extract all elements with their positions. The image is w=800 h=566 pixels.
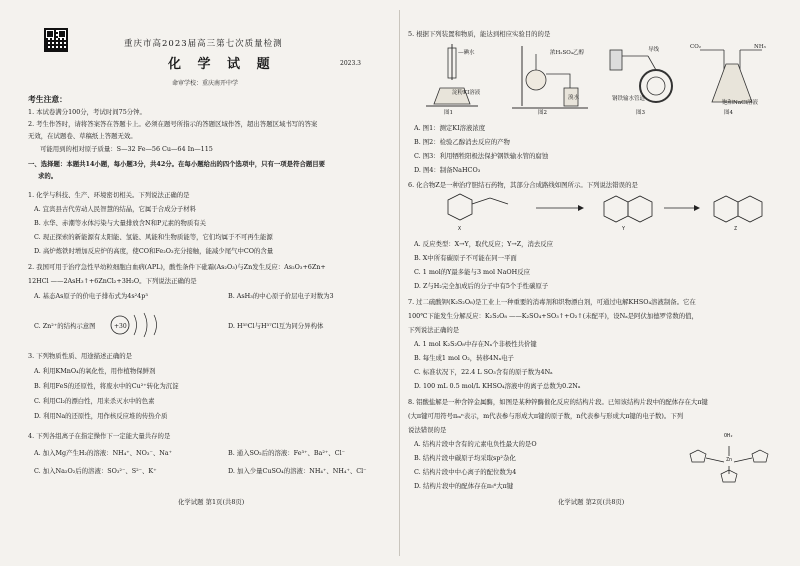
zn-ion-diagram: [108, 310, 168, 340]
synthesis-route-diagram: [428, 192, 768, 236]
question-4: 4. 下列各组离子在指定操作下一定能大量共存的是: [28, 432, 171, 440]
notes-heading: 考生注意：: [28, 95, 67, 104]
option-line: C. 利用Cl₂的漂白性，用来杀灭水中的色素: [34, 397, 155, 405]
question-8: 8. 铝酸盐解是一种含锌金属酶，如图是某种锌酶催化反应的结构片段。已知该结构片段中的配体存在大π键: [408, 398, 708, 406]
paper-title: 化 学 试 题: [168, 57, 276, 72]
option-line: C. 图3：利用牺牲阳极法保护钢铁输水管的腐蚀: [414, 152, 549, 160]
option-line: C. Zn²⁺的结构示意图: [34, 322, 96, 330]
note-line: 可能用到的相对原子质量：S—32 Fe—56 Cu—64 In—115: [40, 145, 213, 153]
option-line: B. X中所有碳原子不可能在同一平面: [414, 254, 517, 262]
fig4-caption: 图4: [724, 110, 733, 116]
school-header: 重庆市高2023届高三第七次质量检测: [124, 39, 283, 49]
option-line: C. 1 mol的Y最多能与3 mol NaOH反应: [414, 268, 531, 276]
fig1-label-a: —碘水: [458, 50, 475, 56]
option-line: B. 结构片段中碳原子均采取sp²杂化: [414, 454, 516, 462]
compound-x-label: X: [458, 226, 462, 232]
note-line: 2. 考生作答时，请将答案答在答题卡上。必须在题号所指示的答题区域作答，超出答题区域书写的答案: [28, 120, 318, 128]
fig2-label-b: 溴水: [568, 95, 580, 101]
fig3-label-a: 导线: [648, 47, 660, 53]
question-3: 3. 下列物质性质、用途描述正确的是: [28, 352, 132, 360]
left-page: [28, 0, 390, 566]
option-line: A. 加入Mg产生H₂的溶液：NH₄⁺、NO₃⁻、Na⁺: [34, 449, 172, 457]
option-line: C. 加入Na₂O₂后的溶液：SO₃²⁻、S²⁻、K⁺: [34, 467, 157, 475]
option-line: C. 标准状况下，22.4 L SO₃含有的原子数为4Nₐ: [414, 368, 553, 376]
column-divider: [399, 10, 400, 556]
fig4-label-b: NH₃: [754, 44, 766, 50]
fig4-label-a: CO₂: [690, 44, 701, 50]
option-line: A. 利用KMnO₄的氧化性，用作植物保鲜剂: [34, 367, 156, 375]
footer-left: 化学试题 第1页(共8页): [178, 498, 245, 506]
option-line: D. 100 mL 0.5 mol/L KHSO₄溶液中的离子总数为0.2Nₐ: [414, 382, 581, 390]
option-line: A. 基态As原子的价电子排布式为4s²4p³: [34, 292, 148, 300]
option-line: A. 结构片段中含有的元素电负性最大的是O: [414, 440, 537, 448]
question-line: 12HCl ——2AsH₃↑+6ZnCl₂+3H₂O。下列说法正确的是: [28, 277, 197, 285]
question-line: 下列说法正确的是: [408, 326, 460, 334]
option-line: B. AsH₃的中心原子价层电子对数为3: [228, 292, 334, 300]
section-title: 求的。: [38, 172, 58, 180]
section-title: 一、选择题：本题共14小题，每小题3分，共42分。在每小题给出的四个选项中，只有一项是符合题目要: [28, 160, 326, 168]
option-line: D. Z与H₂完全加成后的分子中有5个手性碳原子: [414, 282, 549, 290]
question-line: 100℃下能发生分解反应：K₂S₂O₈ ——K₂SO₄+SO₃↑+O₂↑(未配平)，设Nₐ是阿伏加德罗常数的值，: [408, 312, 698, 320]
question-2: 2. 我国可用于治疗急性早幼粒细胞白血病(APL)，酸性条件下砒霜(As₂O₃)与Zn发生反应：As₂O₃+6Zn+: [28, 263, 326, 271]
footer-right: 化学试题 第2页(共8页): [558, 498, 625, 506]
fig2-caption: 图2: [538, 110, 547, 116]
svg-text:+30: +30: [114, 323, 127, 330]
note-line: 无效，在试题卷、草稿纸上答题无效。: [28, 132, 137, 140]
option-line: C. 现正探索的新能源有太阳能、氢能、风能和生物质能等，它们均属于不可再生能源: [34, 233, 273, 241]
fig3-caption: 图3: [636, 110, 645, 116]
option-line: A. 宜宾县古代劳动人民智慧的结晶，它属于合成分子材料: [34, 205, 197, 213]
question-line: 说法错误的是: [408, 426, 447, 434]
option-line: D. 结构片段中的配体存在π₅⁶大π键: [414, 482, 514, 490]
option-line: B. 每生成1 mol O₂，转移4Nₐ电子: [414, 354, 514, 362]
option-line: B. 利用FeS的还原性，将废水中的Cu²⁺转化为沉淀: [34, 382, 179, 390]
option-line: D. 图4：制备NaHCO₃: [414, 166, 481, 174]
fig3-label-b: 钢铁输水管道: [612, 96, 646, 102]
option-line: B. 通入SO₂后的溶液：Fe³⁺、Ba²⁺、Cl⁻: [228, 449, 346, 457]
fig1-label-b: 淀粉KI溶液: [452, 90, 481, 96]
option-line: D. 加入少量CuSO₄的溶液：NH₄⁺、NH₄⁺、Cl⁻: [228, 467, 367, 475]
question-6: 6. 化合物Z是一种治疗胆结石药物，其部分合成路线如图所示。下列说法错误的是: [408, 181, 638, 189]
question-1: 1. 化学与科技、生产、环境密切相关。下列说法正确的是: [28, 191, 190, 199]
compound-z-label: Z: [734, 226, 738, 232]
zinc-complex-center: Zn: [726, 457, 733, 463]
zinc-complex-oh2: OH₂: [724, 433, 734, 439]
option-line: D. H³⁵Cl与H³⁷Cl互为同分异构体: [228, 322, 324, 330]
fig4-label-c: 饱和NaCl溶液: [722, 100, 759, 106]
right-page: [408, 0, 774, 566]
option-line: C. 结构片段中中心离子的配位数为4: [414, 468, 517, 476]
fig2-label-a: 浓H₂SO₄乙醇: [550, 50, 584, 56]
compound-y-label: Y: [622, 226, 626, 232]
question-line: (大π键可用符号πₘⁿ表示，m代表参与形成大π键的原子数，n代表参与形成大π键的电子数)。下列: [408, 412, 684, 420]
option-line: A. 反应类型：X→Y，取代反应；Y→Z，消去反应: [414, 240, 554, 248]
option-line: B. 水华、赤潮等水体污染与大量排放含N和P元素的物质有关: [34, 219, 207, 227]
option-line: B. 图2：检验乙醇消去反应的产物: [414, 138, 510, 146]
option-line: A. 1 mol K₂S₂O₈中存在Nₐ个非极性共价键: [414, 340, 537, 348]
note-line: 1. 本试卷满分100分，考试时间75分钟。: [28, 108, 146, 116]
question-5: 5. 根据下列装置和物质，能达到相应实验目的的是: [408, 30, 551, 38]
paper-date: 2023.3: [340, 60, 361, 67]
question-7: 7. 过二硫酸钾(K₂S₂O₈)是工业上一种重要的消毒剂和织物漂白剂，可通过电解KHSO₄溶液制备。它在: [408, 298, 696, 306]
paper-org: 命审学校：重庆南开中学: [172, 80, 239, 87]
option-line: D. 高炉炼铁时增加反应炉的高度，使CO和Fe₂O₃充分接触，能减少尾气中CO的含量: [34, 247, 274, 255]
fig3-pipe-diagram: [604, 42, 684, 114]
fig1-caption: 图1: [444, 110, 453, 116]
option-line: D. 利用Na的还原性，用作核反应堆的传热介质: [34, 412, 168, 420]
option-line: A. 图1：测定KI溶液浓度: [414, 124, 486, 132]
